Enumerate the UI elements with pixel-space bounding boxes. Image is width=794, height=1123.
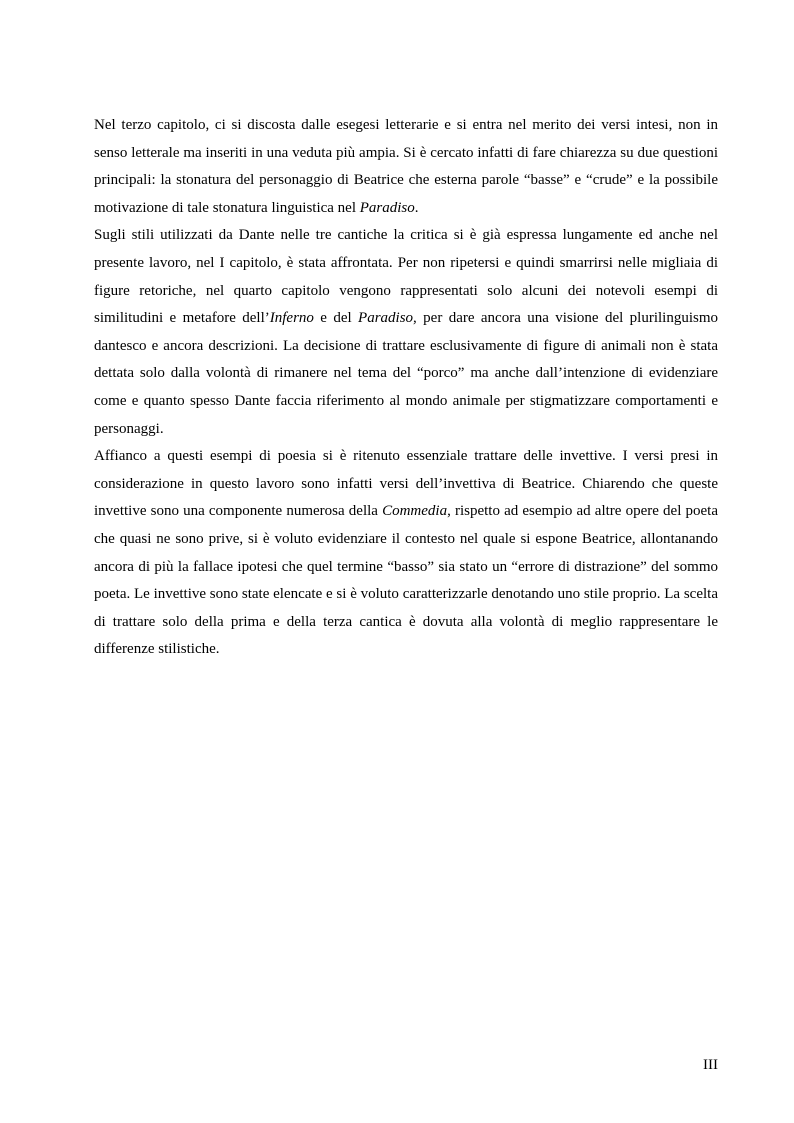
paragraph-2 [94,222,718,443]
paragraph-1 [94,112,718,222]
text-run: Nel terzo capitolo, ci si discosta dalle esegesi letterarie e si entra nel merito dei versi intesi, non in senso letterale ma inseriti in una veduta più ampia. Si è cercato infatti di fare chiarezza su due questioni principali: la stonatura del personaggio di Beatrice che esterna parole “basse” e “crude” e la possibile motivazione di tale stonatura linguistica nel [94,117,718,216]
page-number: III [703,1057,718,1073]
text-run: , rispetto ad esempio ad altre opere del poeta che quasi ne sono prive, si è voluto evidenziare il contesto nel quale si espone Beatrice, allontanando ancora di più la fallace ipotesi che quel termine “basso” sia stato un “errore di distrazione” del sommo poeta. Le invettive sono state elencate e si è voluto caratterizzarle denotando uno stile proprio. La scelta di trattare solo della prima e della terza cantica è dovuta alla volontà di meglio rappresentare le differenze stilistiche. [94,503,718,658]
paragraph-3 [94,443,718,664]
text-run: , per dare ancora una visione del plurilinguismo dantesco e ancora descrizioni. La decisione di trattare esclusivamente di figure di animali non è stata dettata solo dalla volontà di rimanere nel tema del “porco” ma anche dall’intenzione di evidenziare come e quanto spesso Dante faccia riferimento al mondo animale per stigmatizzare comportamenti e personaggi. [94,310,718,437]
text-run-italic: Paradiso [358,310,414,327]
text-run-italic: Inferno [269,310,314,327]
text-run-italic: Paradiso [359,199,415,216]
text-run: . [414,199,419,216]
text-run: Affianco a questi esempi di poesia si è ritenuto essenziale trattare delle invettive. I versi presi in considerazione in questo lavoro sono infatti versi dell’invettiva di Beatrice. Chiarendo che queste invettive sono una componente numerosa della [94,448,718,520]
text-run-italic: Commedia [382,503,448,520]
body-text [94,112,718,664]
text-run: Sugli stili utilizzati da Dante nelle tre cantiche la critica si è già espressa lungamente ed anche nel presente lavoro, nel I capitolo, è stata affrontata. Per non ripetersi e quindi smarrirsi nelle migliaia di figure retoriche, nel quarto capitolo vengono rappresentati solo alcuni dei notevoli esempi di similitudini e metafore dell’ [94,227,718,327]
text-run: e del [313,310,359,327]
